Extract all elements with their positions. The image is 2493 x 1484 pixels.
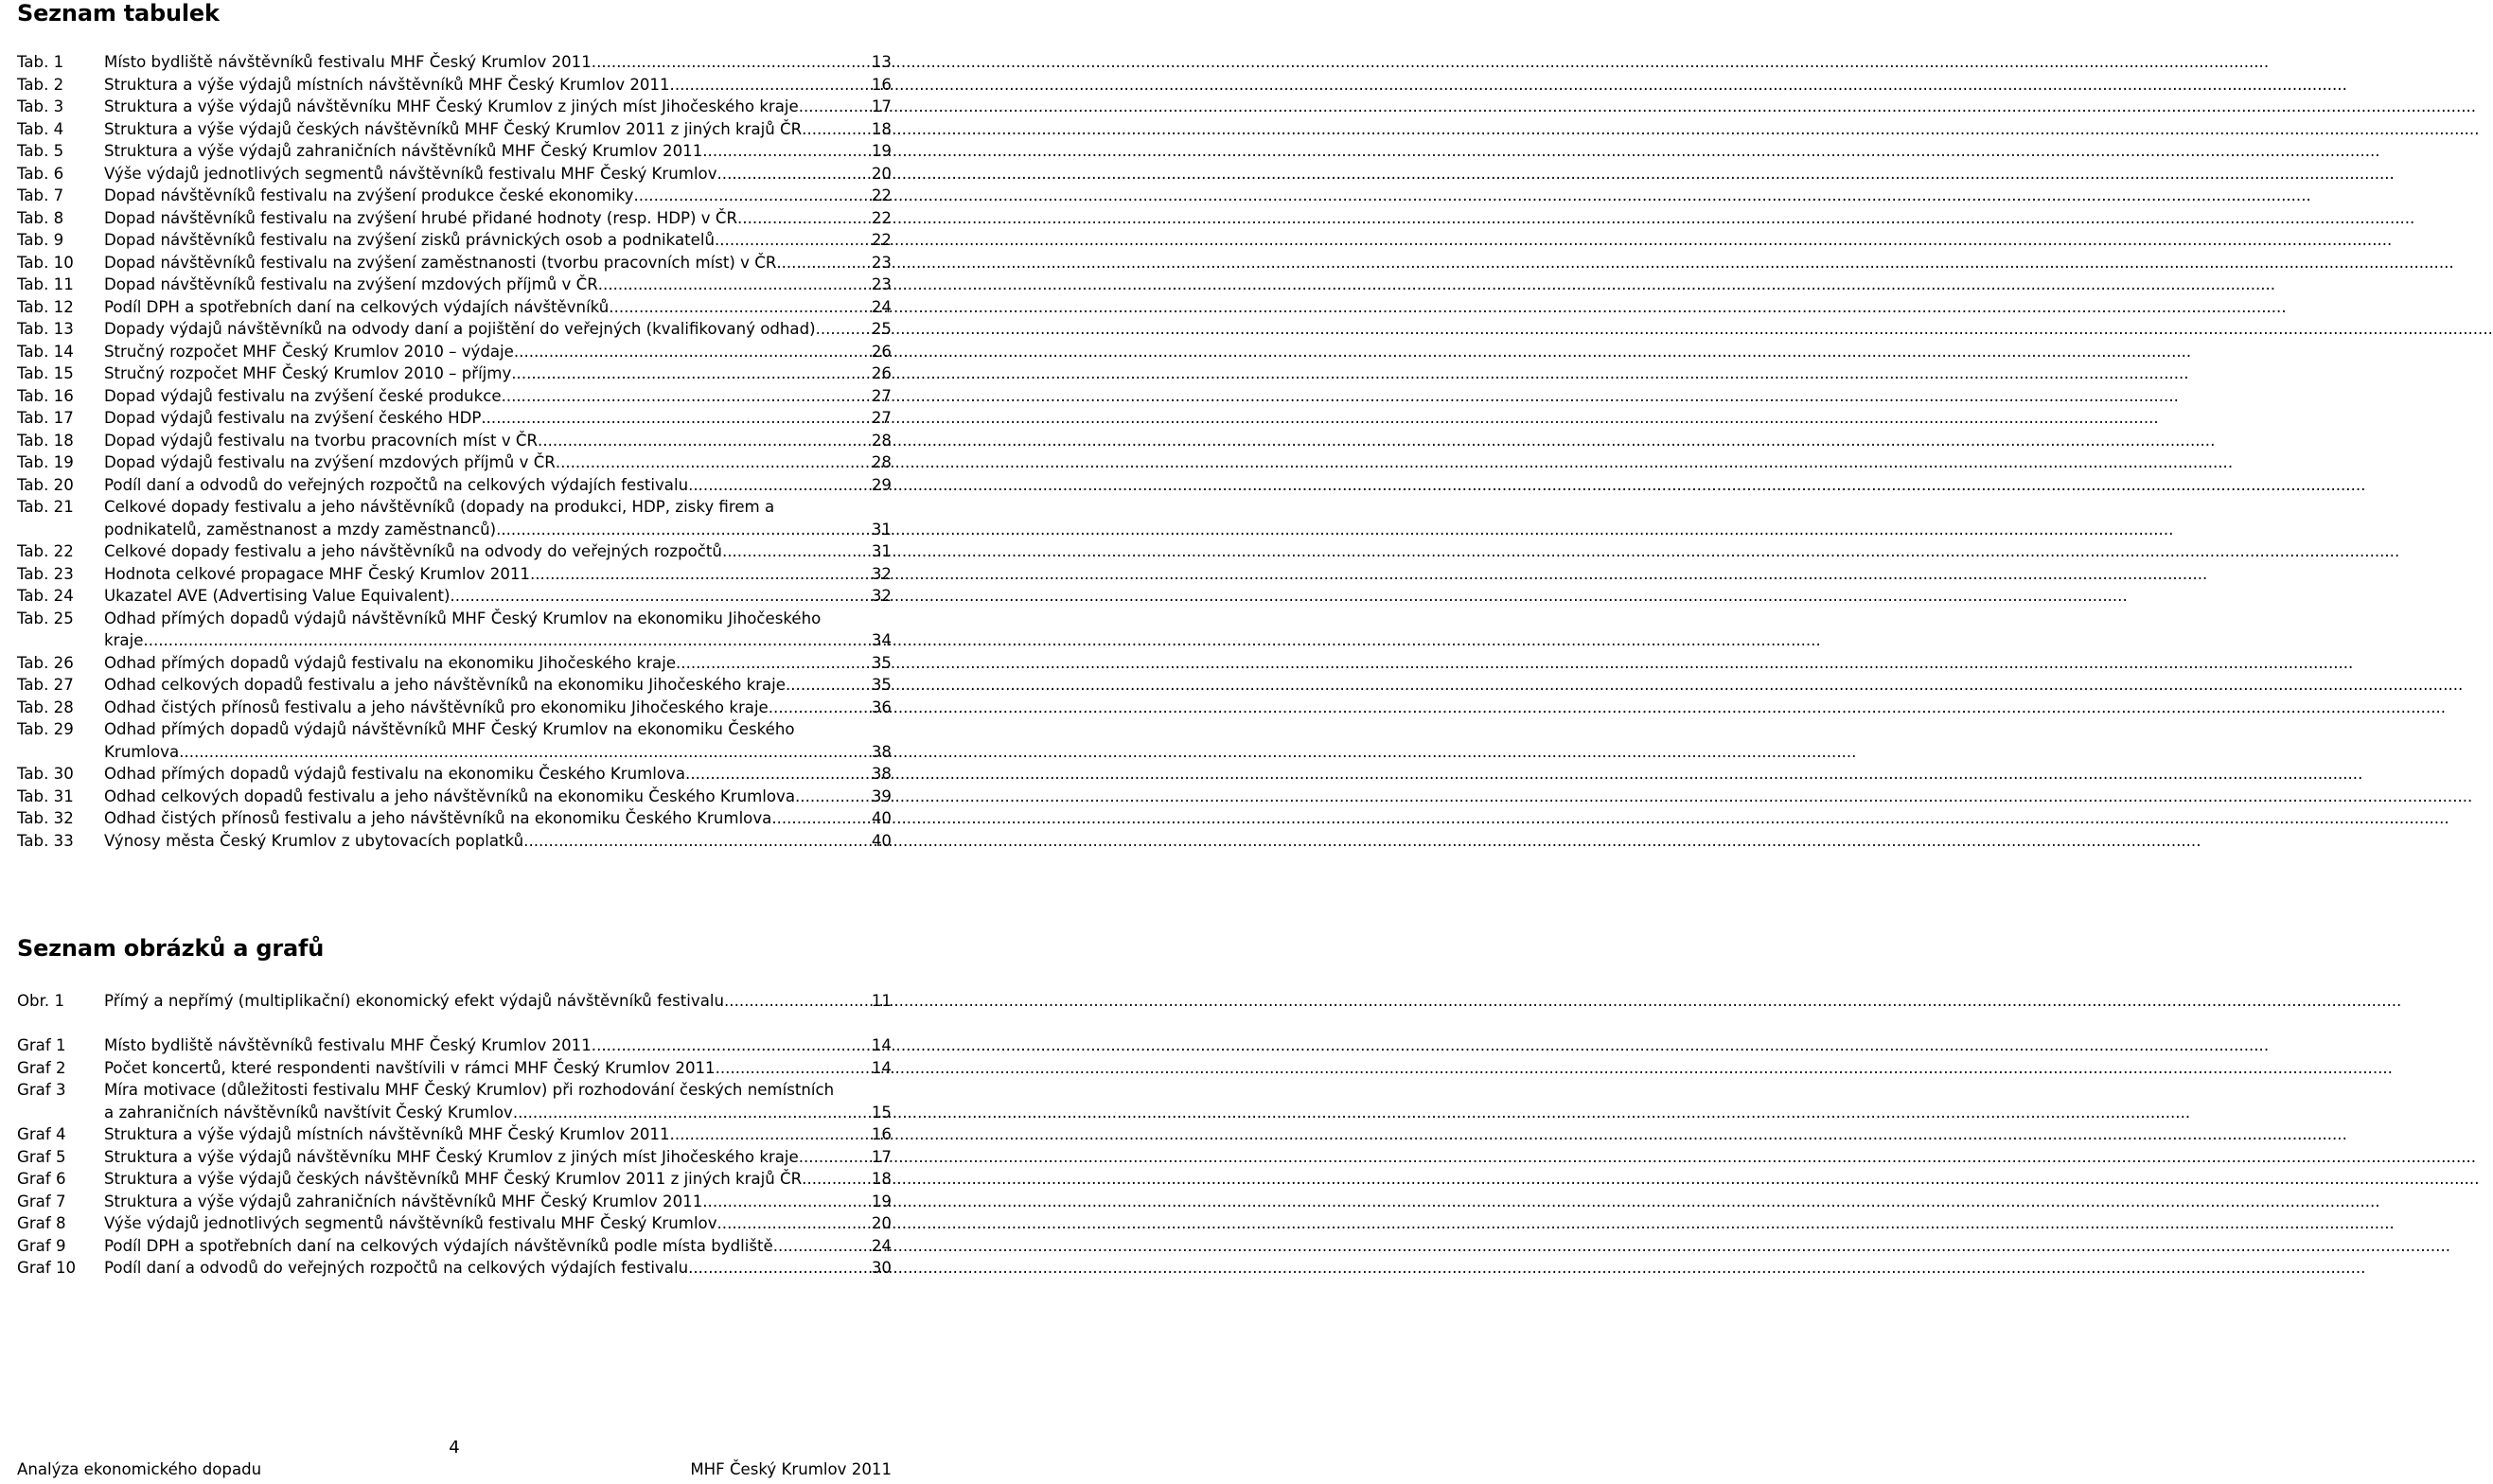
table-list-item[interactable] — [17, 451, 892, 474]
entry-title: Odhad přímých dopadů výdajů festivalu na ekonomiku Českého Krumlova — [104, 765, 686, 783]
dot-leader — [670, 74, 872, 97]
entry-page-number: 31 — [871, 520, 892, 539]
table-list-item[interactable] — [17, 540, 892, 563]
entry-page-number: 38 — [871, 742, 892, 761]
entry-title: Počet koncertů, které respondenti navštívili v rámci MHF Český Krumlov 2011 — [104, 1058, 716, 1077]
figure-list-item[interactable] — [17, 990, 892, 1013]
graph-list-item[interactable] — [17, 1057, 892, 1080]
entry-title-first-line: Odhad přímých dopadů výdajů návštěvníků MHF Český Krumlov na ekonomiku Jihočeského — [104, 609, 822, 627]
entry-label: Tab. 4 — [17, 119, 64, 138]
entry-page-number: 26 — [871, 364, 892, 382]
entry-page-number: 32 — [871, 587, 892, 605]
entry-label: Tab. 31 — [17, 786, 74, 805]
entry-title: Dopad návštěvníků festivalu na zvýšení hrubé přidané hodnoty (resp. HDP) v ČR — [104, 208, 738, 227]
table-list-item[interactable] — [17, 341, 892, 363]
entry-label: Tab. 3 — [17, 97, 64, 115]
entry-title: kraje — [104, 631, 144, 649]
entry-title: Dopad výdajů festivalu na zvýšení českého HDP — [104, 409, 482, 427]
dot-leader — [715, 229, 872, 252]
dot-leader — [502, 385, 872, 408]
table-list-item[interactable] — [17, 474, 892, 497]
graph-list-item[interactable] — [17, 1034, 892, 1057]
entry-page-number: 40 — [871, 809, 892, 827]
entry-label: Graf 1 — [17, 1036, 66, 1054]
table-list-item[interactable] — [17, 118, 892, 141]
entry-label: Tab. 1 — [17, 53, 64, 71]
entry-page-number: 17 — [871, 1147, 892, 1166]
entry-title: Místo bydliště návštěvníků festivalu MHF Český Krumlov 2011 — [104, 1036, 592, 1054]
entry-title: Hodnota celkové propagace MHF Český Krumlov 2011 — [104, 564, 530, 583]
entry-label: Tab. 14 — [17, 342, 74, 361]
entry-page-number: 23 — [871, 253, 892, 272]
tables-list — [17, 51, 892, 852]
table-list-item[interactable] — [17, 407, 892, 430]
entry-label: Tab. 26 — [17, 653, 74, 672]
entry-label: Tab. 21 — [17, 498, 74, 516]
entry-page-number: 24 — [871, 1236, 892, 1255]
graphs-list — [17, 1034, 892, 1280]
table-list-item[interactable] — [17, 318, 892, 341]
entry-label: Tab. 2 — [17, 75, 64, 94]
entry-label: Tab. 32 — [17, 809, 74, 827]
entry-title: a zahraničních návštěvníků navštívit Český Krumlov — [104, 1103, 513, 1122]
entry-label: Tab. 23 — [17, 564, 74, 583]
dot-leader — [511, 362, 872, 385]
entry-page-number: 24 — [871, 297, 892, 316]
entry-page-number: 31 — [871, 542, 892, 560]
table-list-item[interactable] — [17, 207, 892, 230]
entry-title: Podíl daní a odvodů do veřejných rozpočtů na celkových výdajích festivalu — [104, 1259, 689, 1277]
table-list-item[interactable] — [17, 185, 892, 207]
entry-page-number: 29 — [871, 475, 892, 494]
entry-page-number: 25 — [871, 320, 892, 338]
graph-list-item[interactable] — [17, 1079, 892, 1123]
dot-leader — [688, 474, 872, 497]
table-list-item[interactable] — [17, 274, 892, 296]
dot-leader — [799, 1146, 872, 1169]
entry-title: Dopad výdajů festivalu na tvorbu pracovních míst v ČR — [104, 431, 539, 450]
dot-leader — [737, 207, 872, 230]
table-list-item[interactable] — [17, 563, 892, 586]
entry-label: Tab. 10 — [17, 253, 74, 272]
table-list-item[interactable] — [17, 830, 892, 853]
entry-label: Graf 7 — [17, 1192, 66, 1210]
entry-page-number: 35 — [871, 653, 892, 672]
table-list-item[interactable] — [17, 763, 892, 786]
entry-label: Tab. 18 — [17, 431, 74, 450]
entry-label: Graf 8 — [17, 1214, 66, 1232]
entry-title: podnikatelů, zaměstnanost a mzdy zaměstnanců) — [104, 520, 497, 539]
page-number: 4 — [449, 1438, 460, 1458]
dot-leader — [702, 1191, 872, 1213]
dot-leader — [530, 563, 872, 586]
entry-label: Tab. 30 — [17, 765, 74, 783]
dot-leader — [609, 296, 872, 319]
entry-page-number: 23 — [871, 275, 892, 293]
dot-leader — [702, 140, 872, 163]
table-list-item[interactable] — [17, 674, 892, 697]
entry-page-number: 17 — [871, 97, 892, 115]
dot-leader — [523, 830, 872, 853]
dot-leader — [676, 652, 872, 675]
entry-label: Tab. 7 — [17, 186, 64, 204]
entry-label: Tab. 28 — [17, 698, 74, 716]
entry-page-number: 18 — [871, 1170, 892, 1188]
entry-title: Dopad návštěvníků festivalu na zvýšení zaměstnanosti (tvorbu pracovních míst) v ČR — [104, 253, 777, 272]
document-page — [0, 0, 909, 1484]
entry-label: Tab. 22 — [17, 542, 74, 560]
entry-page-number: 38 — [871, 765, 892, 783]
entry-label: Graf 10 — [17, 1259, 77, 1277]
entry-page-number: 13 — [871, 53, 892, 71]
entry-page-number: 28 — [871, 453, 892, 471]
entry-page-number: 22 — [871, 208, 892, 227]
table-list-item[interactable] — [17, 786, 892, 808]
dot-leader — [716, 1057, 872, 1080]
entry-label: Graf 5 — [17, 1147, 66, 1166]
entry-page-number: 14 — [871, 1036, 892, 1054]
dot-leader — [450, 585, 871, 608]
dot-leader — [513, 1102, 872, 1124]
entry-page-number: 16 — [871, 1125, 892, 1143]
dot-leader — [538, 430, 872, 452]
entry-label: Tab. 25 — [17, 609, 74, 627]
entry-title: Odhad čistých přínosů festivalu a jeho návštěvníků na ekonomiku Českého Krumlova — [104, 809, 772, 827]
entry-page-number: 14 — [871, 1058, 892, 1077]
dot-leader — [786, 674, 872, 697]
entry-page-number: 15 — [871, 1103, 892, 1122]
entry-label: Obr. 1 — [17, 992, 64, 1010]
entry-title: Stručný rozpočet MHF Český Krumlov 2010 – příjmy — [104, 364, 512, 382]
table-list-item[interactable] — [17, 430, 892, 452]
dot-leader — [802, 1168, 872, 1191]
entry-title: Místo bydliště návštěvníků festivalu MHF Český Krumlov 2011 — [104, 53, 592, 71]
dot-leader — [592, 51, 872, 74]
entry-page-number: 27 — [871, 386, 892, 405]
entry-page-number: 20 — [871, 164, 892, 183]
entry-title: Dopad návštěvníků festivalu na zvýšení zisků právnických osob a podnikatelů — [104, 231, 715, 249]
dot-leader — [496, 519, 872, 541]
entry-title: Přímý a nepřímý (multiplikační) ekonomický efekt výdajů návštěvníků festivalu — [104, 992, 725, 1010]
figures-list — [17, 990, 892, 1013]
dot-leader — [514, 341, 872, 363]
dot-leader — [670, 1123, 872, 1146]
table-list-item[interactable] — [17, 163, 892, 186]
graph-list-item[interactable] — [17, 1235, 892, 1258]
graph-list-item[interactable] — [17, 1146, 892, 1169]
dot-leader — [816, 318, 872, 341]
dot-leader — [633, 185, 871, 207]
table-list-item[interactable] — [17, 697, 892, 719]
entry-title: Struktura a výše výdajů návštěvníku MHF Český Krumlov z jiných míst Jihočeského kraje — [104, 1147, 799, 1166]
tables-list-heading: Seznam tabulek — [17, 0, 220, 26]
entry-title: Stručný rozpočet MHF Český Krumlov 2010 – výdaje — [104, 342, 514, 361]
entry-label: Graf 6 — [17, 1170, 66, 1188]
entry-title-first-line: Míra motivace (důležitosti festivalu MHF Český Krumlov) při rozhodování českých nemístních — [104, 1081, 835, 1099]
table-list-item[interactable] — [17, 51, 892, 74]
table-list-item[interactable] — [17, 229, 892, 252]
table-list-item[interactable] — [17, 718, 892, 763]
entry-title: Odhad čistých přínosů festivalu a jeho návštěvníků pro ekonomiku Jihočeského kraje — [104, 698, 769, 716]
entry-title: Ukazatel AVE (Advertising Value Equivalent) — [104, 587, 451, 605]
entry-title: Struktura a výše výdajů místních návštěvníků MHF Český Krumlov 2011 — [104, 1125, 670, 1143]
entry-label: Tab. 16 — [17, 386, 74, 405]
dot-leader — [773, 1235, 872, 1258]
entry-title: Podíl DPH a spotřebních daní na celkových výdajích návštěvníků podle místa bydliště — [104, 1236, 773, 1255]
entry-page-number: 27 — [871, 409, 892, 427]
entry-title: Dopad návštěvníků festivalu na zvýšení mzdových příjmů v ČR — [104, 275, 598, 293]
entry-label: Tab. 33 — [17, 831, 74, 850]
entry-title: Struktura a výše výdajů českých návštěvníků MHF Český Krumlov 2011 z jiných krajů ČR — [104, 119, 803, 138]
entry-label: Tab. 13 — [17, 320, 74, 338]
entry-title: Odhad přímých dopadů výdajů festivalu na ekonomiku Jihočeského kraje — [104, 653, 677, 672]
entry-label: Tab. 12 — [17, 297, 74, 316]
dot-leader — [776, 252, 872, 274]
entry-title: Dopad návštěvníků festivalu na zvýšení produkce české ekonomiky — [104, 186, 634, 204]
graph-list-item[interactable] — [17, 1168, 892, 1191]
entry-label: Graf 3 — [17, 1081, 66, 1099]
table-list-item[interactable] — [17, 496, 892, 540]
entry-page-number: 35 — [871, 676, 892, 694]
dot-leader — [556, 451, 872, 474]
entry-title: Struktura a výše výdajů místních návštěvníků MHF Český Krumlov 2011 — [104, 75, 670, 94]
graph-list-item[interactable] — [17, 1212, 892, 1235]
dot-leader — [717, 163, 872, 186]
entry-page-number: 39 — [871, 786, 892, 805]
entry-title: Podíl DPH a spotřebních daní na celkových výdajích návštěvníků — [104, 297, 610, 316]
dot-leader — [802, 118, 872, 141]
entry-label: Graf 2 — [17, 1058, 66, 1077]
entry-title: Dopad výdajů festivalu na zvýšení české produkce — [104, 386, 502, 405]
dot-leader — [722, 540, 872, 563]
entry-page-number: 22 — [871, 186, 892, 204]
dot-leader — [724, 990, 872, 1013]
dot-leader — [688, 1257, 872, 1280]
entry-page-number: 19 — [871, 1192, 892, 1210]
entry-title: Struktura a výše výdajů zahraničních návštěvníků MHF Český Krumlov 2011 — [104, 1192, 703, 1210]
entry-page-number: 34 — [871, 631, 892, 649]
entry-label: Graf 9 — [17, 1236, 66, 1255]
entry-label: Graf 4 — [17, 1125, 66, 1143]
table-list-item[interactable] — [17, 252, 892, 274]
entry-label: Tab. 9 — [17, 231, 64, 249]
entry-title: Výše výdajů jednotlivých segmentů návštěvníků festivalu MHF Český Krumlov — [104, 164, 717, 183]
entry-title: Odhad celkových dopadů festivalu a jeho návštěvníků na ekonomiku Českého Krumlova — [104, 786, 796, 805]
entry-title: Odhad celkových dopadů festivalu a jeho návštěvníků na ekonomiku Jihočeského kraje — [104, 676, 786, 694]
entry-title: Dopady výdajů návštěvníků na odvody daní a pojištění do veřejných (kvalifikovaný odhad) — [104, 320, 816, 338]
table-list-item[interactable] — [17, 652, 892, 675]
entry-label: Tab. 24 — [17, 587, 74, 605]
graph-list-item[interactable] — [17, 1191, 892, 1213]
graph-list-item[interactable] — [17, 1123, 892, 1146]
graph-list-item[interactable] — [17, 1257, 892, 1280]
entry-label: Tab. 11 — [17, 275, 74, 293]
table-list-item[interactable] — [17, 585, 892, 608]
figures-list-heading: Seznam obrázků a grafů — [17, 935, 325, 962]
entry-label: Tab. 17 — [17, 409, 74, 427]
entry-title: Celkové dopady festivalu a jeho návštěvníků na odvody do veřejných rozpočtů — [104, 542, 722, 560]
dot-leader — [598, 274, 872, 296]
dot-leader — [481, 407, 872, 430]
dot-leader — [769, 697, 872, 719]
entry-page-number: 11 — [871, 992, 892, 1010]
entry-label: Tab. 6 — [17, 164, 64, 183]
table-list-item[interactable] — [17, 140, 892, 163]
dot-leader — [685, 763, 872, 786]
table-list-item[interactable] — [17, 608, 892, 652]
entry-label: Tab. 15 — [17, 364, 74, 382]
entry-page-number: 19 — [871, 142, 892, 160]
entry-title: Výše výdajů jednotlivých segmentů návštěvníků festivalu MHF Český Krumlov — [104, 1214, 717, 1232]
entry-title-first-line: Odhad přímých dopadů výdajů návštěvníků MHF Český Krumlov na ekonomiku Českého — [104, 720, 795, 738]
dot-leader — [717, 1212, 872, 1235]
entry-label: Tab. 5 — [17, 142, 64, 160]
entry-page-number: 16 — [871, 75, 892, 94]
entry-page-number: 40 — [871, 831, 892, 850]
entry-page-number: 30 — [871, 1259, 892, 1277]
entry-page-number: 36 — [871, 698, 892, 716]
entry-title-first-line: Celkové dopady festivalu a jeho návštěvníků (dopady na produkci, HDP, zisky firem a — [104, 498, 775, 516]
entry-page-number: 28 — [871, 431, 892, 450]
table-list-item[interactable] — [17, 807, 892, 830]
table-list-item[interactable] — [17, 96, 892, 118]
entry-label: Tab. 27 — [17, 676, 74, 694]
table-list-item[interactable] — [17, 362, 892, 385]
dot-leader — [771, 807, 872, 830]
table-list-item[interactable] — [17, 296, 892, 319]
table-list-item[interactable] — [17, 385, 892, 408]
entry-title: Struktura a výše výdajů návštěvníku MHF Český Krumlov z jiných míst Jihočeského kraje — [104, 97, 799, 115]
entry-title: Dopad výdajů festivalu na zvýšení mzdových příjmů v ČR — [104, 453, 556, 471]
table-list-item[interactable] — [17, 74, 892, 97]
entry-label: Tab. 29 — [17, 720, 74, 738]
entry-page-number: 18 — [871, 119, 892, 138]
entry-title: Výnosy města Český Krumlov z ubytovacích poplatků — [104, 831, 524, 850]
dot-leader — [795, 786, 872, 808]
dot-leader — [592, 1034, 872, 1057]
entry-title: Struktura a výše výdajů českých návštěvníků MHF Český Krumlov 2011 z jiných krajů ČR — [104, 1170, 803, 1188]
entry-page-number: 20 — [871, 1214, 892, 1232]
entry-label: Tab. 8 — [17, 208, 64, 227]
dot-leader — [143, 629, 871, 652]
entry-title: Podíl daní a odvodů do veřejných rozpočtů na celkových výdajích festivalu — [104, 475, 689, 494]
footer-left-text: Analýza ekonomického dopadu — [17, 1460, 262, 1478]
entry-title: Krumlova — [104, 742, 180, 761]
entry-title: Struktura a výše výdajů zahraničních návštěvníků MHF Český Krumlov 2011 — [104, 142, 703, 160]
dot-leader — [799, 96, 872, 118]
entry-label: Tab. 19 — [17, 453, 74, 471]
dot-leader — [179, 741, 872, 764]
footer-right-text: MHF Český Krumlov 2011 — [690, 1460, 892, 1478]
entry-label: Tab. 20 — [17, 475, 74, 494]
entry-page-number: 26 — [871, 342, 892, 361]
entry-page-number: 22 — [871, 231, 892, 249]
entry-page-number: 32 — [871, 564, 892, 583]
